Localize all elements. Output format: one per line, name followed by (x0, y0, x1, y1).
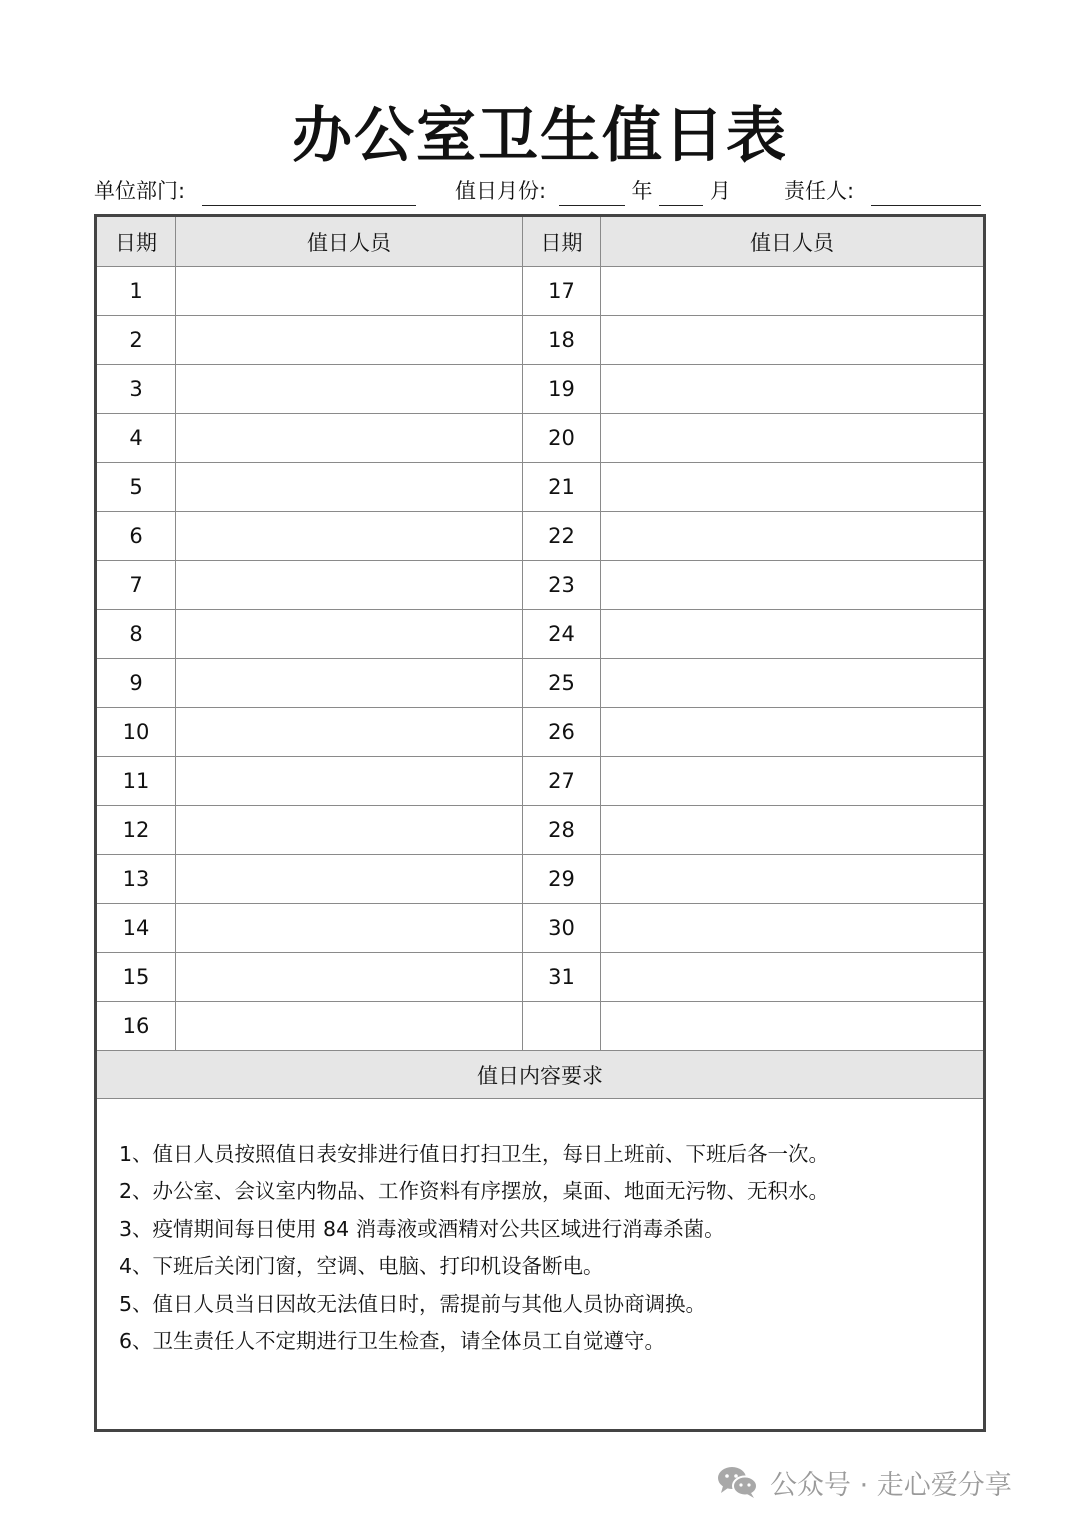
date-cell-left: 1 (96, 267, 176, 316)
staff-cell-left[interactable] (176, 806, 523, 855)
month-field (455, 176, 731, 208)
page-title: 办公室卫生值日表 (292, 101, 788, 171)
staff-cell-left[interactable] (176, 659, 523, 708)
watermark-text: 公众号 · 走心爱分享 (770, 1469, 1012, 1501)
staff-cell-left[interactable] (176, 365, 523, 414)
staff-cell-left[interactable] (176, 463, 523, 512)
date-cell-left: 4 (96, 414, 176, 463)
staff-cell-left[interactable] (176, 953, 523, 1002)
date-cell-right: 27 (523, 757, 601, 806)
requirement-item-6: 6、卫生责任人不定期进行卫生检查，请全体员工自觉遵守。 (119, 1329, 666, 1354)
table-row (96, 806, 985, 855)
month-label: 值日月份: (455, 179, 547, 203)
duty-table (94, 214, 986, 1432)
department-field (94, 176, 416, 208)
date-cell-left: 15 (96, 953, 176, 1002)
staff-cell-right[interactable] (601, 1002, 985, 1051)
requirement-item-2: 2、办公室、会议室内物品、工作资料有序摆放，桌面、地面无污物、无积水。 (119, 1179, 830, 1204)
requirement-item-1: 1、值日人员按照值日表安排进行值日打扫卫生，每日上班前、下班后各一次。 (119, 1142, 830, 1166)
responsible-blank[interactable] (871, 181, 981, 206)
date-cell-right: 17 (523, 267, 601, 316)
wechat-icon (716, 1464, 760, 1500)
table-row (96, 610, 985, 659)
date-cell-left: 10 (96, 708, 176, 757)
staff-cell-right[interactable] (601, 463, 985, 512)
table-row (96, 757, 985, 806)
staff-cell-right[interactable] (601, 659, 985, 708)
staff-cell-left[interactable] (176, 414, 523, 463)
staff-cell-right[interactable] (601, 267, 985, 316)
staff-cell-left[interactable] (176, 561, 523, 610)
date-cell-right: 22 (523, 512, 601, 561)
requirements-header-row (96, 1051, 985, 1099)
date-cell-left: 5 (96, 463, 176, 512)
year-blank[interactable] (559, 181, 625, 206)
date-cell-right: 23 (523, 561, 601, 610)
date-cell-right: 25 (523, 659, 601, 708)
staff-cell-right[interactable] (601, 365, 985, 414)
date-cell-left: 3 (96, 365, 176, 414)
staff-cell-left[interactable] (176, 1002, 523, 1051)
staff-cell-right[interactable] (601, 953, 985, 1002)
table-row (96, 365, 985, 414)
date-cell-left: 16 (96, 1002, 176, 1051)
date-cell-left: 8 (96, 610, 176, 659)
date-cell-right: 30 (523, 904, 601, 953)
date-cell-left: 12 (96, 806, 176, 855)
responsible-field (784, 176, 981, 208)
date-cell-right: 29 (523, 855, 601, 904)
table-header-row (96, 216, 985, 267)
month-unit: 月 (709, 179, 731, 203)
staff-cell-right[interactable] (601, 855, 985, 904)
staff-cell-right[interactable] (601, 708, 985, 757)
requirements-title: 值日内容要求 (96, 1051, 985, 1099)
date-cell-left: 7 (96, 561, 176, 610)
table-row (96, 904, 985, 953)
date-cell-right: 28 (523, 806, 601, 855)
header-staff-right: 值日人员 (601, 216, 985, 267)
requirements-list (96, 1099, 985, 1431)
table-row (96, 1002, 985, 1051)
watermark (716, 1460, 1012, 1504)
staff-cell-left[interactable] (176, 855, 523, 904)
header-date-left: 日期 (96, 216, 176, 267)
table-row (96, 463, 985, 512)
date-cell-right (523, 1002, 601, 1051)
date-cell-left: 14 (96, 904, 176, 953)
table-row (96, 414, 985, 463)
staff-cell-left[interactable] (176, 757, 523, 806)
requirement-item-4: 4、下班后关闭门窗，空调、电脑、打印机设备断电。 (119, 1254, 604, 1279)
date-cell-left: 2 (96, 316, 176, 365)
staff-cell-right[interactable] (601, 806, 985, 855)
table-row (96, 659, 985, 708)
table-row (96, 855, 985, 904)
table-row (96, 953, 985, 1002)
requirement-item-5: 5、值日人员当日因故无法值日时，需提前与其他人员协商调换。 (119, 1291, 707, 1316)
staff-cell-right[interactable] (601, 414, 985, 463)
table-row (96, 267, 985, 316)
requirement-item-3: 3、疫情期间每日使用 84 消毒液或酒精对公共区域进行消毒杀菌。 (119, 1216, 725, 1241)
requirements-body-row (96, 1099, 985, 1431)
year-unit: 年 (631, 179, 653, 203)
table-row (96, 561, 985, 610)
month-blank[interactable] (659, 181, 703, 206)
date-cell-right: 31 (523, 953, 601, 1002)
staff-cell-right[interactable] (601, 610, 985, 659)
date-cell-left: 6 (96, 512, 176, 561)
table-row (96, 512, 985, 561)
staff-cell-left[interactable] (176, 316, 523, 365)
date-cell-right: 21 (523, 463, 601, 512)
header-staff-left: 值日人员 (176, 216, 523, 267)
table-row (96, 708, 985, 757)
staff-cell-right[interactable] (601, 561, 985, 610)
date-cell-right: 24 (523, 610, 601, 659)
staff-cell-left[interactable] (176, 708, 523, 757)
department-label: 单位部门: (94, 179, 186, 203)
staff-cell-left[interactable] (176, 267, 523, 316)
staff-cell-left[interactable] (176, 904, 523, 953)
date-cell-right: 18 (523, 316, 601, 365)
department-blank[interactable] (202, 181, 416, 206)
date-cell-right: 19 (523, 365, 601, 414)
date-cell-left: 11 (96, 757, 176, 806)
date-cell-right: 20 (523, 414, 601, 463)
responsible-label: 责任人: (784, 179, 855, 203)
staff-cell-right[interactable] (601, 316, 985, 365)
staff-cell-right[interactable] (601, 904, 985, 953)
date-cell-right: 26 (523, 708, 601, 757)
staff-cell-right[interactable] (601, 512, 985, 561)
staff-cell-right[interactable] (601, 757, 985, 806)
staff-cell-left[interactable] (176, 512, 523, 561)
date-cell-left: 9 (96, 659, 176, 708)
header-date-right: 日期 (523, 216, 601, 267)
table-row (96, 316, 985, 365)
date-cell-left: 13 (96, 855, 176, 904)
staff-cell-left[interactable] (176, 610, 523, 659)
